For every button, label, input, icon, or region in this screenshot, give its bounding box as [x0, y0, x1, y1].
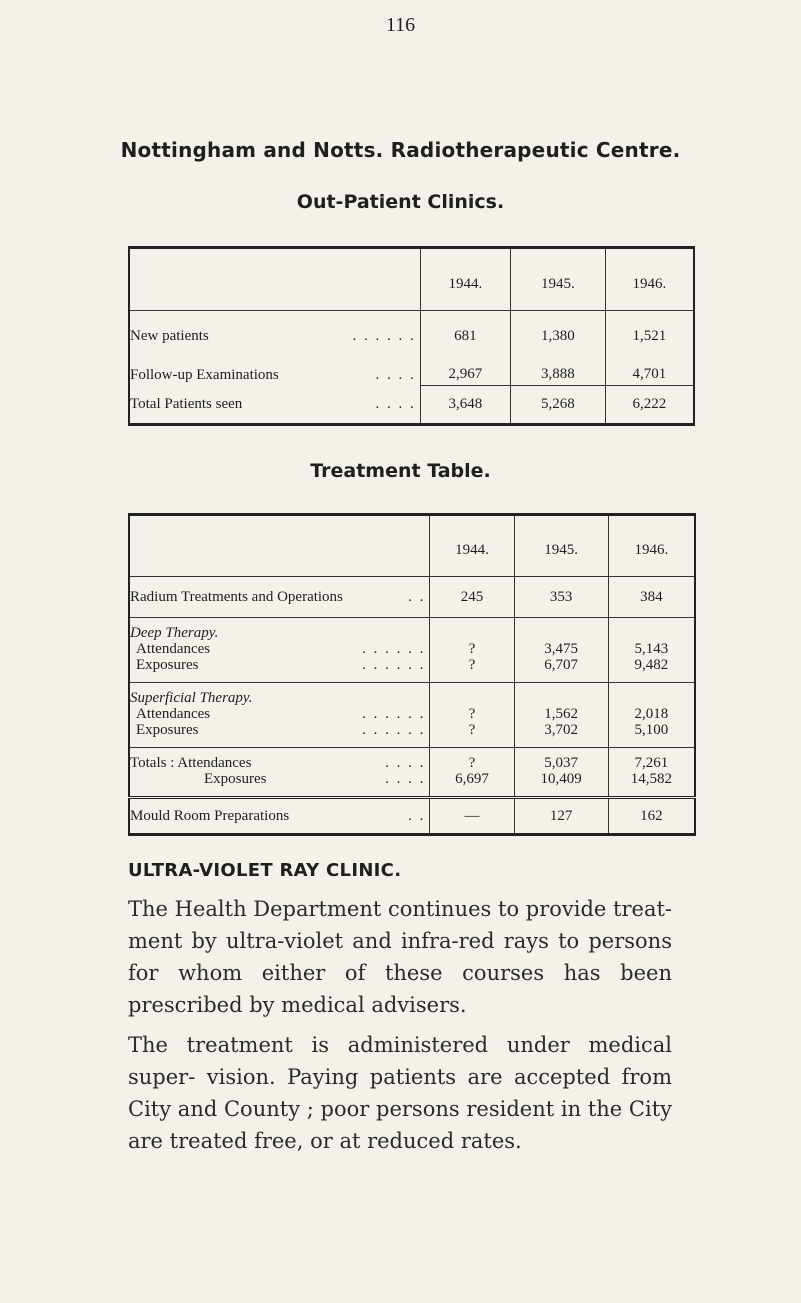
leader-dots: . . . . [375, 395, 416, 412]
cell-value: 4,701 [605, 347, 694, 386]
cell-value: 1,521 [605, 311, 694, 348]
cell-value: ? [468, 657, 476, 673]
row-label: Attendances [136, 706, 211, 722]
leader-dots: . . [408, 807, 426, 824]
row-label: Exposures [136, 722, 199, 738]
table-row [129, 347, 694, 386]
leader-dots: . . . . [375, 366, 416, 383]
row-label: Attendances [136, 641, 211, 657]
cell-value: 3,888 [510, 347, 605, 386]
uv-paragraph-2: The treatment is administered under medical super- vision. Paying patients are accepted from City and County ; poor persons resident in the City are treated free, or at reduced rates. [128, 1033, 672, 1153]
year-header: 1946. [608, 515, 695, 577]
cell-value: 3,648 [420, 386, 510, 425]
row-label: Radium Treatments and Operations [130, 588, 343, 605]
table-row [129, 618, 695, 683]
outpatient-header-row [129, 248, 694, 311]
cell-value: 2,967 [420, 347, 510, 386]
year-header: 1946. [605, 248, 694, 311]
treatment-header-row [129, 515, 695, 577]
cell-value: ? [468, 641, 476, 657]
table-row [129, 311, 694, 348]
cell-value: 14,582 [630, 771, 672, 787]
cell-value: 3,702 [544, 722, 579, 738]
cell-value: 1,380 [510, 311, 605, 348]
header-blank [129, 515, 430, 577]
leader-dots: . . . . . . [362, 722, 426, 738]
row-label: Exposures [204, 771, 267, 787]
cell-value: 3,475 [544, 641, 579, 657]
table-row [129, 683, 695, 748]
treatment-title: Treatment Table. [310, 460, 491, 482]
row-label: Mould Room Preparations [130, 807, 290, 824]
cell-value: 6,222 [605, 386, 694, 425]
cell-value: 5,037 [544, 755, 579, 771]
cell-value: 681 [420, 311, 510, 348]
cell-value: 6,707 [544, 657, 579, 673]
cell-value: ? [468, 706, 476, 722]
leader-dots: . . . . . . [352, 328, 416, 344]
leader-dots: . . . . [385, 771, 426, 787]
cell-value: ? [468, 722, 476, 738]
cell-value: 5,143 [634, 641, 669, 657]
header-blank [129, 248, 420, 311]
cell-value: 7,261 [634, 755, 669, 771]
cell-value: 384 [608, 577, 695, 618]
row-label: Totals : Attendances [130, 755, 252, 771]
row-label: New patients [130, 328, 209, 344]
cell-value: 127 [514, 798, 608, 835]
cell-value: 9,482 [634, 657, 669, 673]
year-header: 1945. [514, 515, 608, 577]
cell-value: 6,697 [455, 771, 489, 787]
table-row [129, 386, 694, 425]
cell-value: ? [468, 755, 476, 771]
leader-dots: . . . . [385, 755, 426, 771]
year-header: 1944. [430, 515, 514, 577]
page-number: 116 [385, 14, 416, 36]
row-label: Exposures [136, 657, 199, 673]
row-label: Total Patients seen [130, 395, 243, 412]
year-header: 1945. [510, 248, 605, 311]
section-heading: Superficial Therapy. [130, 690, 253, 706]
cell-value: 2,018 [634, 706, 669, 722]
uv-clinic-heading: ULTRA-VIOLET RAY CLINIC. [128, 860, 402, 881]
outpatient-title: Out-Patient Clinics. [296, 191, 505, 213]
cell-value: 10,409 [540, 771, 582, 787]
cell-value: 5,100 [634, 722, 669, 738]
cell-value: 162 [608, 798, 695, 835]
leader-dots: . . . . . . [362, 641, 426, 657]
cell-value: 1,562 [544, 706, 579, 722]
outpatient-table [128, 246, 695, 426]
row-label: Follow-up Examinations [130, 366, 279, 383]
section-heading: Deep Therapy. [130, 625, 219, 641]
table-row [129, 748, 695, 798]
uv-paragraph-1: The Health Department continues to provide treat- ment by ultra-violet and infra-red rays to persons for whom either of these courses has been prescribed by medical advisers. [128, 897, 672, 1017]
year-header: 1944. [420, 248, 510, 311]
cell-value: 245 [430, 577, 514, 618]
leader-dots: . . . . . . [362, 706, 426, 722]
table-row [129, 798, 695, 835]
leader-dots: . . [408, 588, 426, 605]
cell-value: 353 [514, 577, 608, 618]
page-title: Nottingham and Notts. Radiotherapeutic Centre. [120, 138, 681, 162]
cell-value: — [430, 798, 514, 835]
leader-dots: . . . . . . [362, 657, 426, 673]
treatment-table [128, 513, 696, 836]
cell-value: 5,268 [510, 386, 605, 425]
table-row [129, 577, 695, 618]
